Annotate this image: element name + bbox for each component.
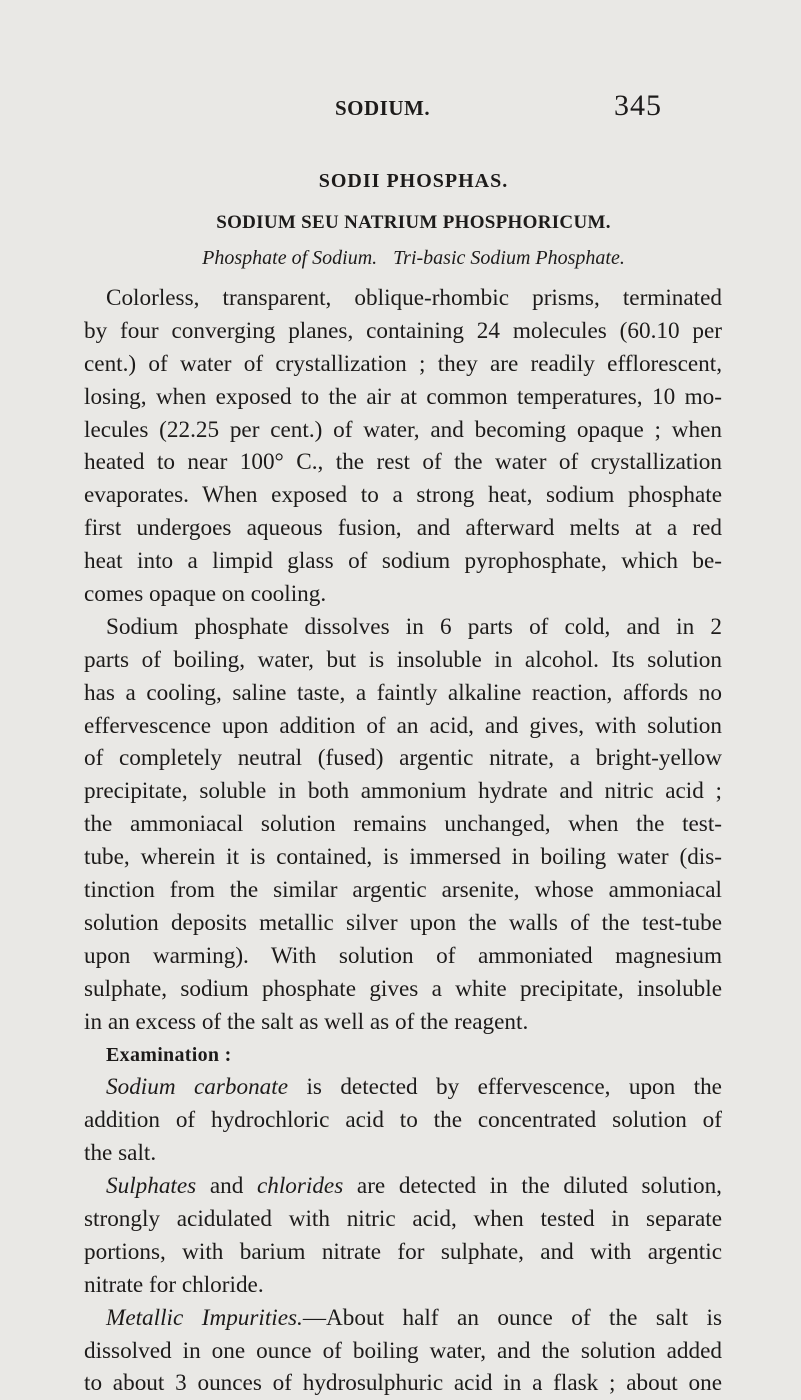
examination-label: Examination : [106,1044,232,1067]
text-line: in an excess of the salt as well as of the reagent. [84,1008,529,1035]
running-head [0,84,801,124]
text-line: comes opaque on cooling. [84,581,327,608]
text-line: by four converging planes, containing 24 molecules (60.10 per [84,317,722,344]
text-line: the salt. [84,1140,157,1167]
body-text [84,282,722,1400]
text-line: Sodium phosphate dissolves in 6 parts of cold, and in 2 [106,613,722,640]
page-number: 345 [614,89,662,122]
text-line: sulphate, sodium phosphate gives a white precipitate, insoluble [84,975,722,1002]
text-line: addition of hydrochloric acid to the concentrated solution of [84,1107,722,1134]
text-line [84,1071,722,1104]
text-line: parts of boiling, water, but is insoluble in alcohol. Its solution [84,646,722,673]
term-sodium-carbonate: Sodium carbonate [106,1074,289,1101]
term-metallic-impurities: Metallic Impurities. [106,1304,303,1331]
text-line: losing, when exposed to the air at common temperatures, 10 mo- [84,383,722,410]
text-line: dissolved in one ounce of boiling water, and the solution added [84,1337,722,1364]
section-subtitle: SODIUM SEU NATRIUM PHOSPHORICUM. [216,212,611,233]
term-chlorides: chlorides [256,1173,344,1200]
text-fragment: —About half an ounce of the salt is [302,1304,722,1331]
text-line: tinction from the similar argentic arsenite, whose ammoniacal [84,877,722,904]
text-line: solution deposits metallic silver upon the walls of the test-tube [84,909,722,936]
text-line: evaporates. When exposed to a strong heat, sodium phosphate [84,482,722,509]
text-line: strongly acidulated with nitric acid, when tested in separate [84,1205,722,1232]
text-line: has a cooling, saline taste, a faintly alkaline reaction, affords no [84,679,722,706]
text-fragment: is detected by effervescence, upon the [288,1074,722,1101]
section-synonyms [0,247,801,270]
section-title: SODII PHOSPHAS. [318,170,509,192]
synonym-1: Phosphate of Sodium. [202,247,378,269]
text-line: the ammoniacal solution remains unchanged, when the test- [84,811,722,838]
text-line: to about 3 ounces of hydrosulphuric acid in a flask ; about one [84,1370,722,1397]
text-fragment: and [196,1173,257,1200]
text-line: upon warming). With solution of ammoniated magnesium [84,942,722,969]
text-line: heated to near 100° C., the rest of the water of crystallization [84,449,722,476]
text-line: portions, with barium nitrate for sulphate, and with argentic [84,1238,722,1265]
synonym-2: Tri-basic Sodium Phosphate. [393,247,625,269]
text-line: first undergoes aqueous fusion, and afterward melts at a red [84,515,722,542]
text-line: cent.) of water of crystallization ; they are readily efflorescent, [84,350,722,377]
text-line: of completely neutral (fused) argentic nitrate, a bright-yellow [84,745,722,772]
text-line: tube, wherein it is contained, is immersed in boiling water (dis- [84,844,722,871]
text-line [84,1302,722,1335]
text-line: heat into a limpid glass of sodium pyrophosphate, which be- [84,548,722,575]
text-line: lecules (22.25 per cent.) of water, and becoming opaque ; when [84,416,722,443]
term-sulphates: Sulphates [106,1173,197,1200]
text-line: nitrate for chloride. [84,1271,264,1298]
text-line: Colorless, transparent, oblique-rhombic prisms, terminated [106,285,722,311]
text-line: effervescence upon addition of an acid, and gives, with solution [84,712,722,739]
examination-heading [84,1038,722,1071]
text-line: precipitate, soluble in both ammonium hydrate and nitric acid ; [84,778,722,805]
text-line [84,1170,722,1203]
running-head-title: SODIUM. [335,96,431,120]
text-fragment: are detected in the diluted solution, [343,1173,722,1200]
